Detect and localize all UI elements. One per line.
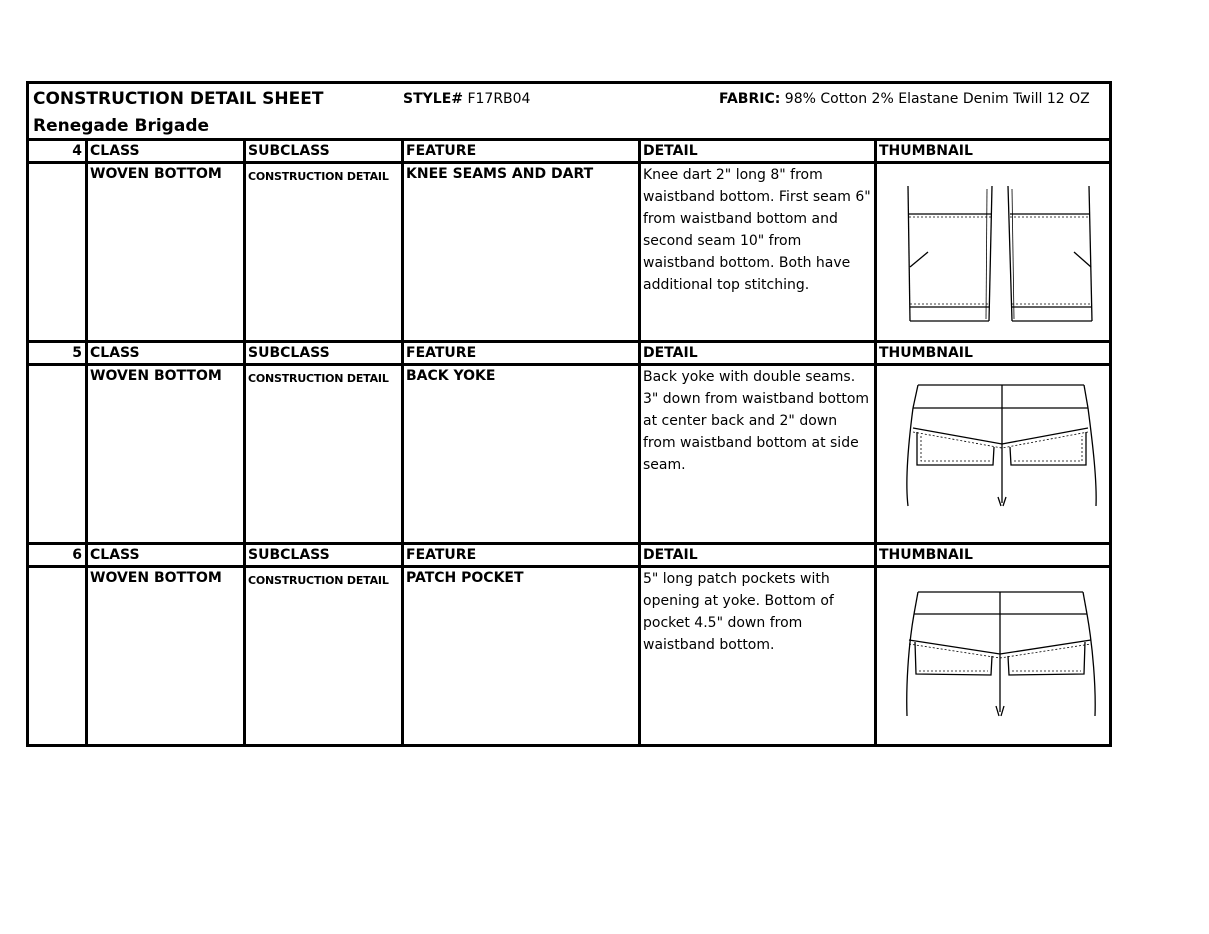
class-value: WOVEN BOTTOM [88,568,246,744]
row-5-content [29,366,1109,545]
thumbnail-header: THUMBNAIL [879,143,973,159]
subclass-value: CONSTRUCTION DETAIL [246,164,404,340]
feature-header: FEATURE [404,141,641,161]
back-yoke-sketch-icon [877,366,1109,542]
style-label: STYLE# [403,91,463,107]
class-header: CLASS [88,545,246,565]
class-value: WOVEN BOTTOM [88,164,246,340]
feature-value: PATCH POCKET [404,568,641,744]
style-number [403,91,530,107]
style-value: F17RB04 [467,91,531,107]
sheet-header [29,84,1109,141]
class-value: WOVEN BOTTOM [88,366,246,542]
thumbnail-cell [877,164,1109,340]
row-number: 6 [29,545,88,565]
number-spacer [29,568,88,744]
thumbnail-header: THUMBNAIL [879,547,973,563]
detail-text: Knee dart 2" long 8" from waistband bottom. First seam 6" from waistband bottom and second seam 10" from waistband bottom. Both have additional top stitching. [641,164,877,340]
thumbnail-cell [877,366,1109,542]
subclass-header: SUBCLASS [246,545,404,565]
knee-seams-sketch-icon [877,164,1109,340]
feature-value: BACK YOKE [404,366,641,542]
subclass-header: SUBCLASS [246,141,404,161]
fabric-label: FABRIC: [719,91,781,107]
fabric-spec [719,91,1090,107]
thumbnail-cell [877,568,1109,744]
subclass-value: CONSTRUCTION DETAIL [246,568,404,744]
row-4-labels [29,141,1109,164]
row-number: 4 [29,141,88,161]
patch-pocket-sketch-icon [877,568,1109,744]
construction-detail-sheet [26,81,1112,747]
row-number: 5 [29,343,88,363]
detail-header: DETAIL [641,141,877,161]
sheet-title: CONSTRUCTION DETAIL SHEET [33,89,324,109]
detail-header: DETAIL [641,343,877,363]
row-4-content [29,164,1109,343]
detail-text: Back yoke with double seams. 3" down from waistband bottom at center back and 2" down from waistband bottom at side seam. [641,366,877,542]
feature-header: FEATURE [404,545,641,565]
fabric-value: 98% Cotton 2% Elastane Denim Twill 12 OZ [784,91,1090,107]
subclass-header: SUBCLASS [246,343,404,363]
row-6-content [29,568,1109,744]
row-6-labels [29,545,1109,568]
detail-text: 5" long patch pockets with opening at yoke. Bottom of pocket 4.5" down from waistband bottom. [641,568,877,744]
class-header: CLASS [88,343,246,363]
feature-header: FEATURE [404,343,641,363]
number-spacer [29,366,88,542]
class-header: CLASS [88,141,246,161]
subclass-value: CONSTRUCTION DETAIL [246,366,404,542]
brand-name: Renegade Brigade [33,116,210,136]
feature-value: KNEE SEAMS AND DART [404,164,641,340]
number-spacer [29,164,88,340]
detail-header: DETAIL [641,545,877,565]
thumbnail-header: THUMBNAIL [879,345,973,361]
row-5-labels [29,343,1109,366]
